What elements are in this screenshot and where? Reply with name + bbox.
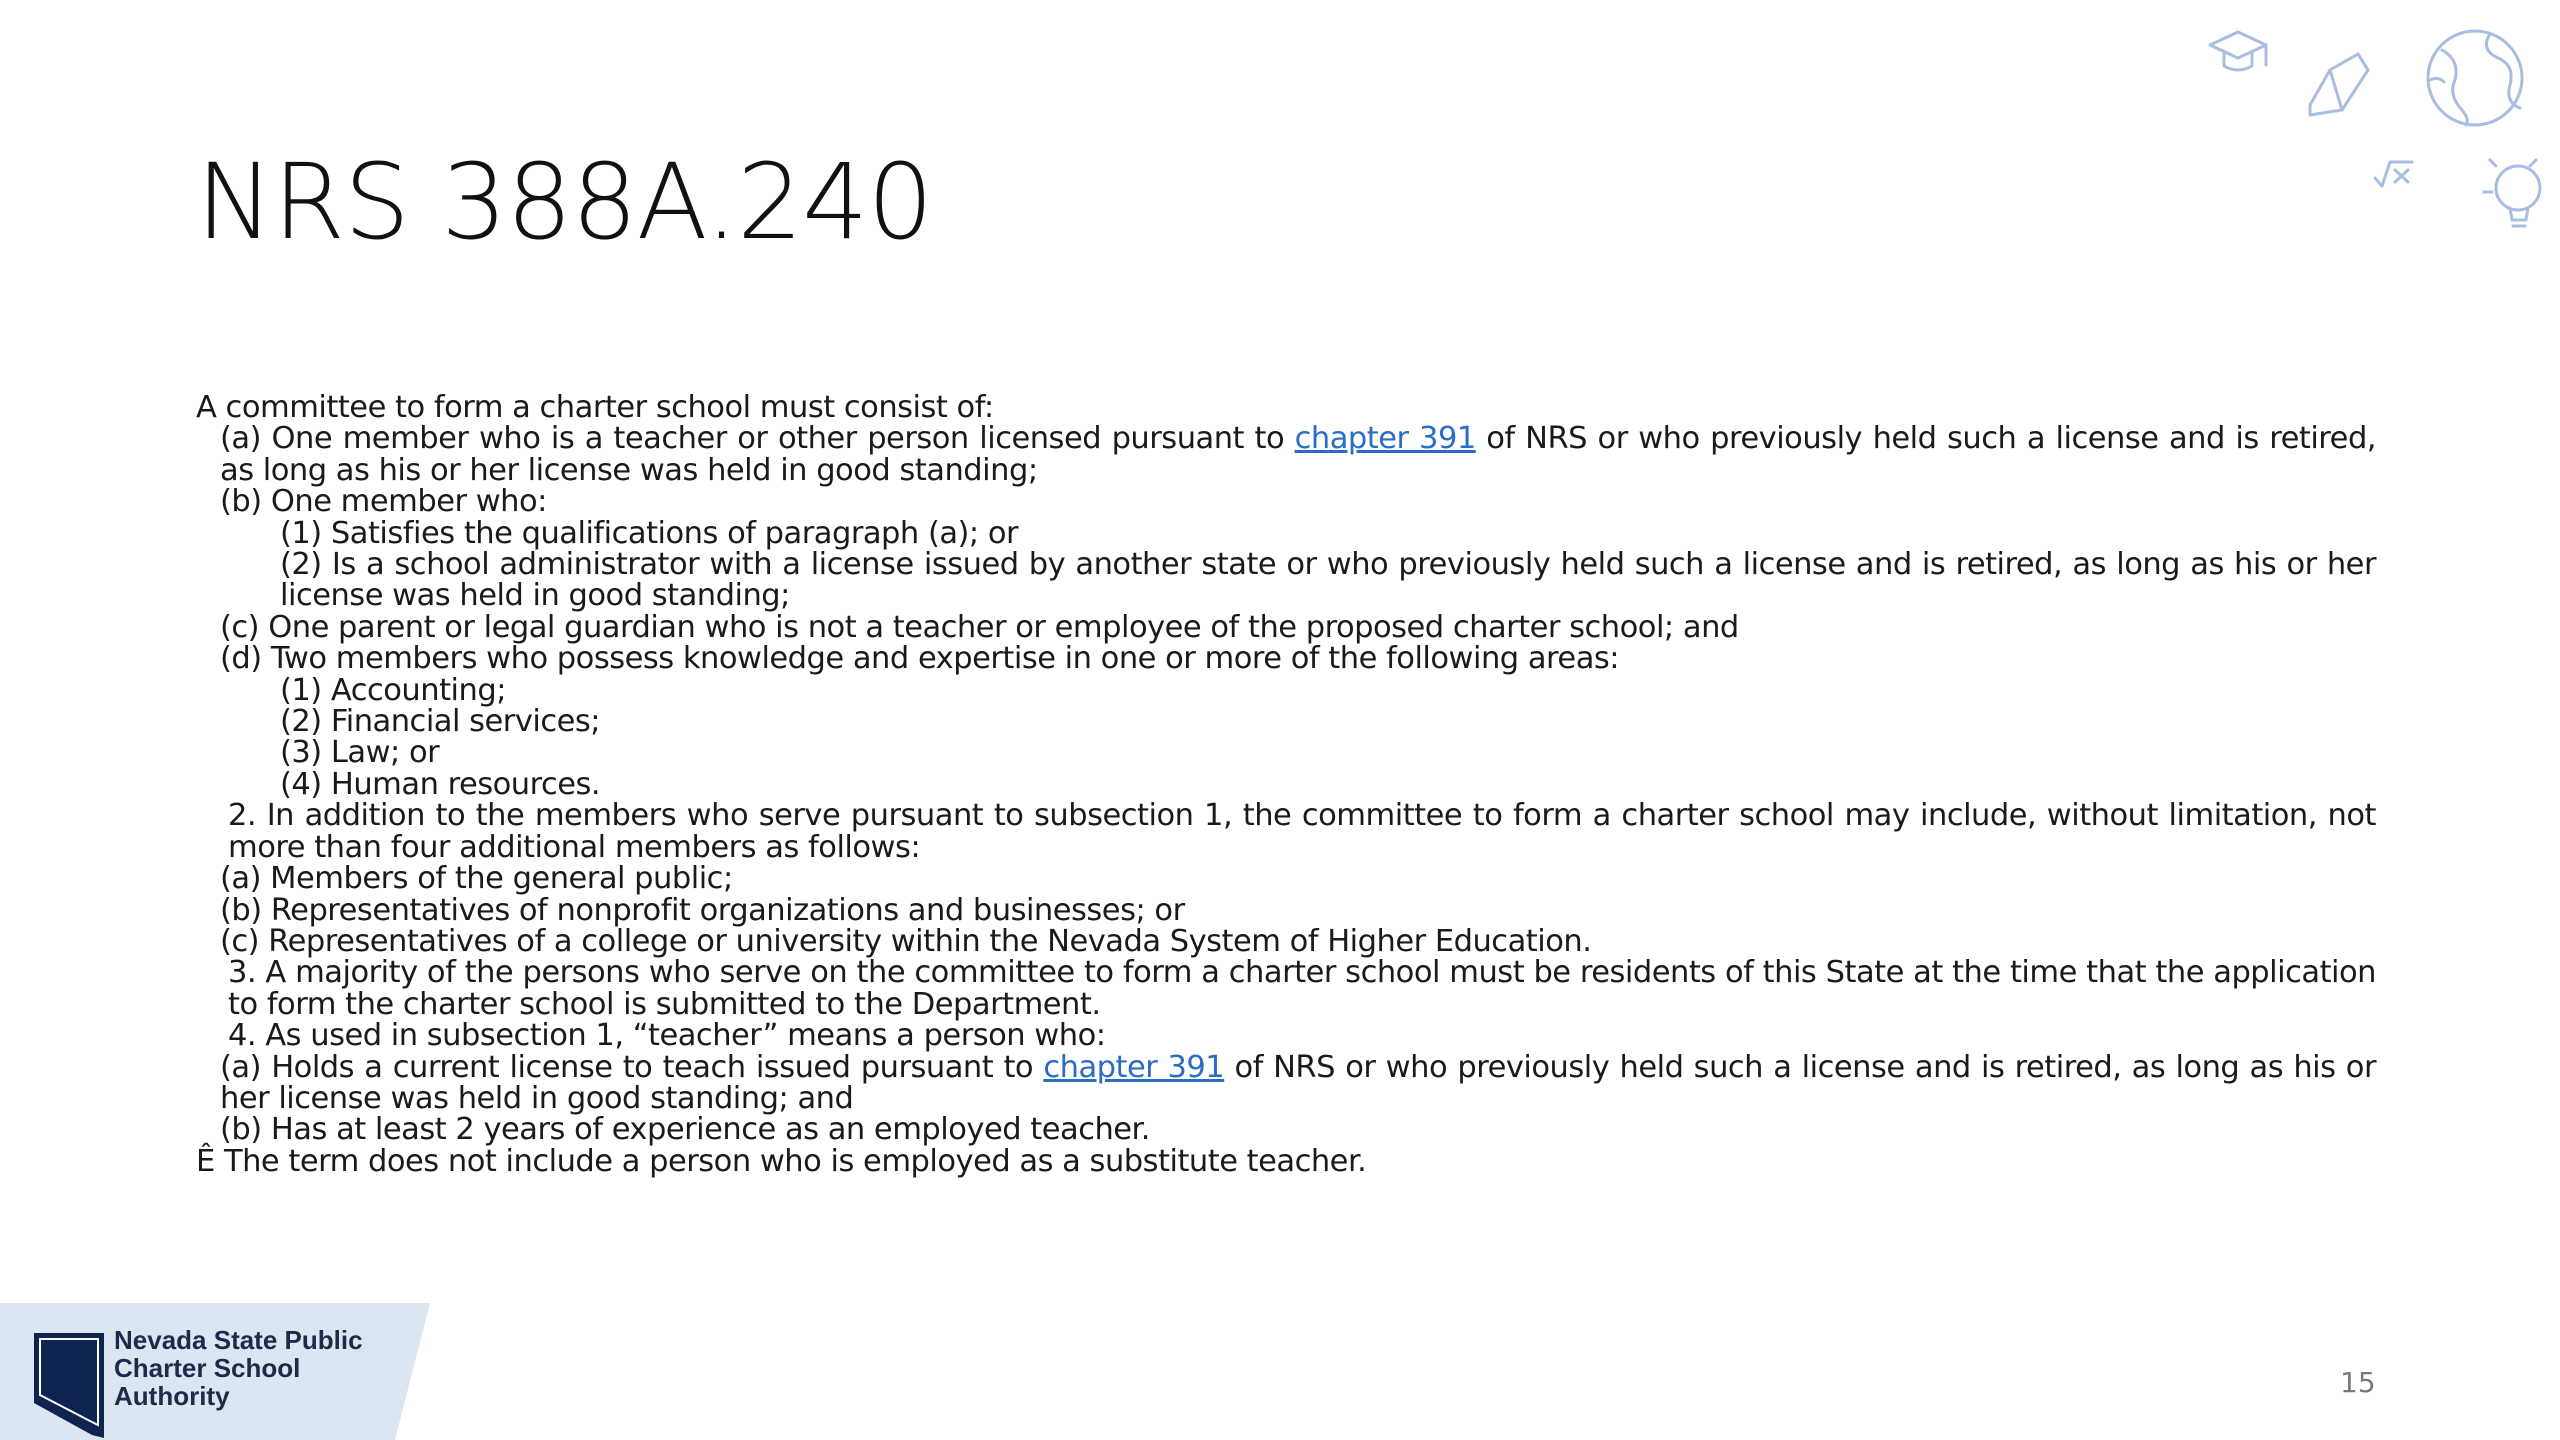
intro-line: A committee to form a charter school must consist of: <box>196 390 994 425</box>
subsection-4a <box>196 1049 2376 1116</box>
pencil-icon <box>2310 54 2368 115</box>
subsection-2c: (c) Representatives of a college or university within the Nevada System of Higher Education. <box>220 923 1592 959</box>
globe-icon <box>2428 31 2522 125</box>
subsection-1d4: (4) Human resources. <box>280 766 601 802</box>
closing-note: Ê The term does not include a person who is employed as a substitute teacher. <box>196 1143 1367 1179</box>
slide-title: NRS 388A.240 <box>196 141 933 263</box>
subsection-4a-rest: of NRS or who previously held such a license and is retired, as long as his or her license was held in good standing; and <box>220 1049 2376 1116</box>
subsection-1b1: (1) Satisfies the qualifications of paragraph (a); or <box>280 515 1019 551</box>
subsection-3: 3. A majority of the persons who serve on the committee to form a charter school must be residents of this State at the time that the application to form the charter school is submitted to the Department. <box>228 955 2376 1022</box>
subsection-1d: (d) Two members who possess knowledge and expertise in one or more of the following areas: <box>220 641 1620 677</box>
chapter-391-link-2[interactable]: chapter 391 <box>1043 1049 1225 1085</box>
subsection-1c: (c) One parent or legal guardian who is not a teacher or employee of the proposed charter school; and <box>220 609 1739 645</box>
subsection-2: 2. In addition to the members who serve pursuant to subsection 1, the committee to form a charter school may include, without limitation, not more than four additional members as follows: <box>228 798 2376 865</box>
subsection-4a-text: (a) Holds a current license to teach issued pursuant to <box>220 1049 1044 1085</box>
subsection-2b: (b) Representatives of nonprofit organizations and businesses; or <box>220 892 1185 928</box>
subsection-1a <box>196 423 2376 486</box>
chapter-391-link[interactable]: chapter 391 <box>1294 421 1476 457</box>
subsection-4b: (b) Has at least 2 years of experience as an employed teacher. <box>220 1112 1150 1148</box>
decorative-icons <box>2180 10 2560 250</box>
subsection-1d1: (1) Accounting; <box>280 672 506 708</box>
subsection-1a-rest: of NRS or who previously held such a license and is retired, as long as his or her license was held in good standing; <box>220 421 2376 488</box>
statute-text <box>196 392 2376 1177</box>
authority-logo-text <box>114 1326 363 1410</box>
page-number: 15 <box>2340 1366 2376 1399</box>
lightbulb-icon <box>2484 160 2540 226</box>
subsection-1b2: (2) Is a school administrator with a license issued by another state or who previously held such a license and is retired, as long as his or her license was held in good standing; <box>280 547 2376 614</box>
subsection-1d2: (2) Financial services; <box>280 704 601 740</box>
math-formula-icon <box>2375 162 2412 186</box>
subsection-4: 4. As used in subsection 1, “teacher” means a person who: <box>228 1018 1106 1054</box>
logo-line-1: Nevada State Public <box>114 1325 363 1355</box>
logo-line-3: Authority <box>114 1381 230 1411</box>
subsection-1d3: (3) Law; or <box>280 735 440 771</box>
logo-line-2: Charter School <box>114 1353 301 1383</box>
subsection-1a-text: (a) One member who is a teacher or other person licensed pursuant to <box>220 421 1295 457</box>
graduation-cap-icon <box>2210 32 2266 70</box>
subsection-1b: (b) One member who: <box>220 484 547 520</box>
subsection-2a: (a) Members of the general public; <box>220 861 733 897</box>
